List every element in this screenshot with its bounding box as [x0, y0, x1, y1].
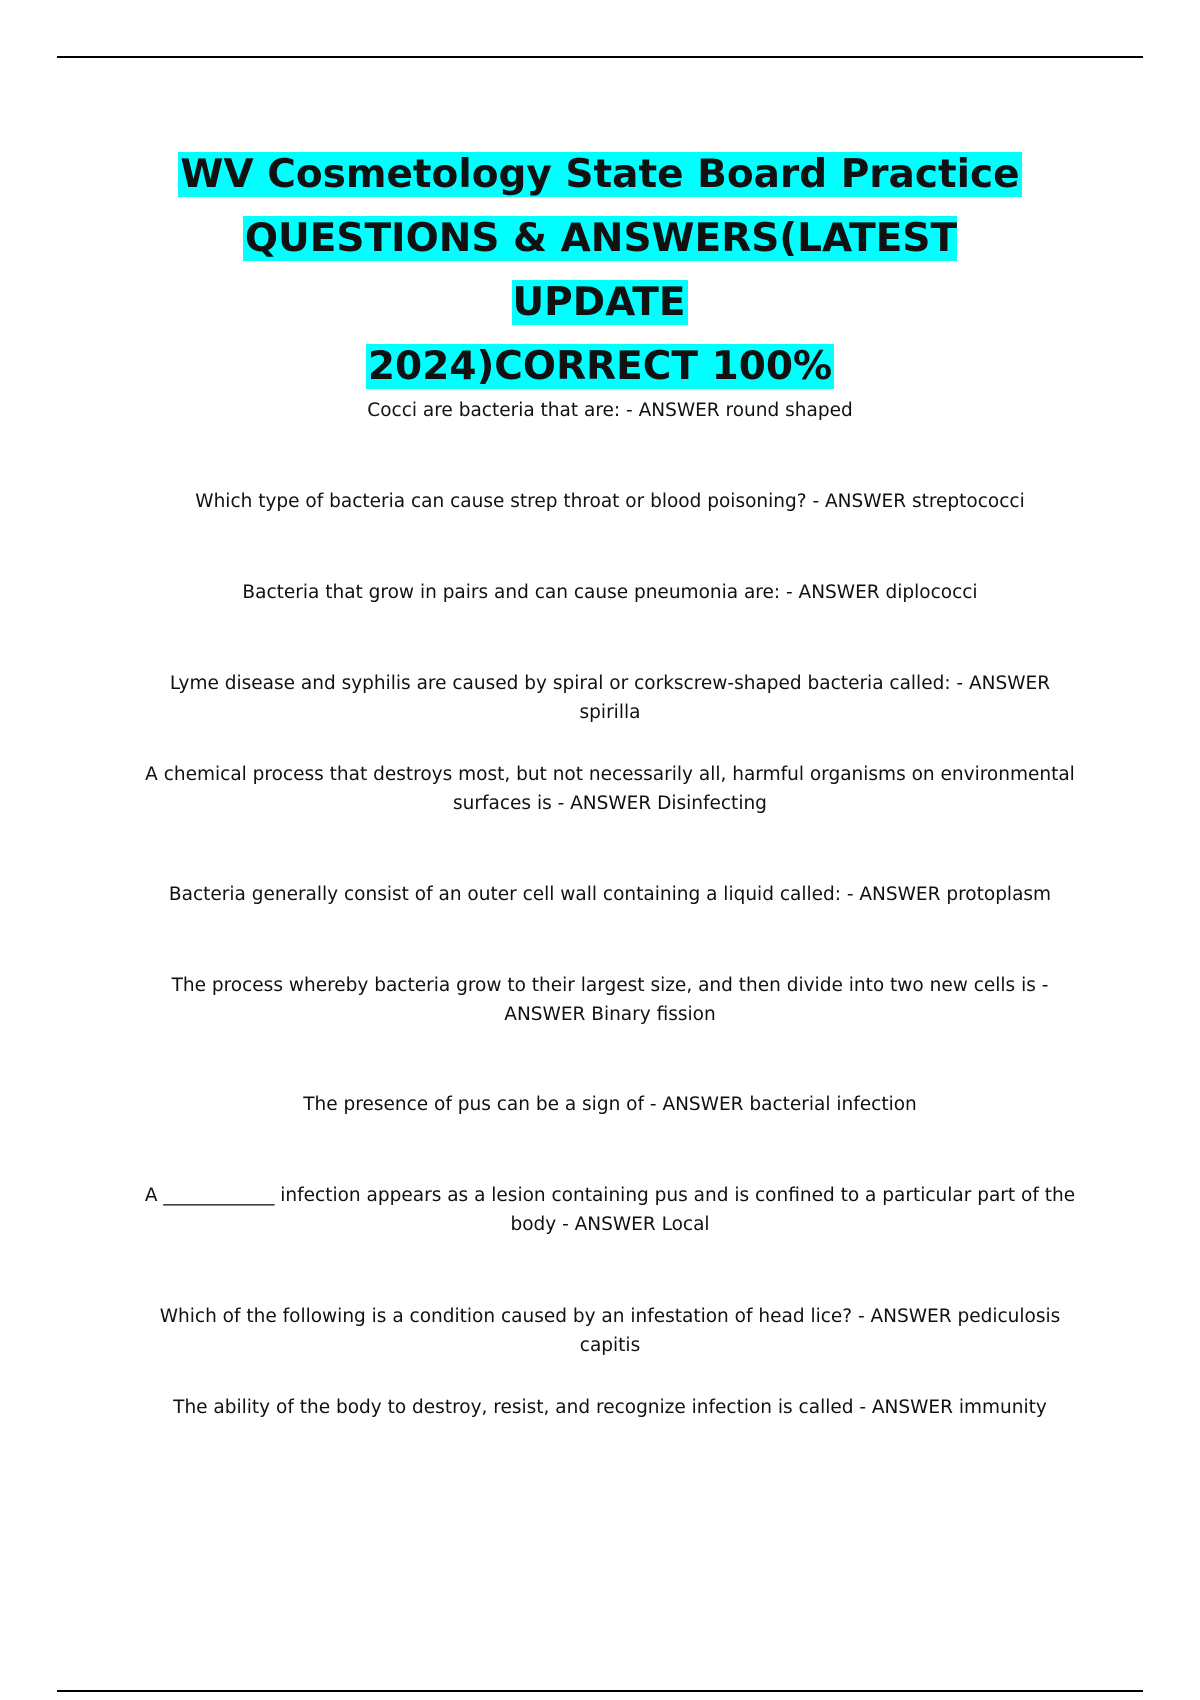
qa-item-2: Which type of bacteria can cause strep throat or blood poisoning? - ANSWER streptococci: [195, 491, 1025, 512]
bottom-rule: [57, 1690, 1143, 1692]
qa-item-6: Bacteria generally consist of an outer cell wall containing a liquid called: - ANSWER protoplasm: [168, 884, 1052, 905]
title-line-1: WV Cosmetology State Board Practice: [180, 152, 1020, 197]
qa-item-7: The process whereby bacteria grow to their largest size, and then divide into two new cells is - ANSWER Binary fission: [171, 975, 1049, 1025]
qa-item-9: A ____________ infection appears as a lesion containing pus and is confined to a particular part of the body - ANSWER Local: [144, 1185, 1076, 1235]
title-line-2: QUESTIONS & ANSWERS(LATEST UPDATE: [244, 216, 958, 325]
qa-item-10: Which of the following is a condition caused by an infestation of head lice? - ANSWER pediculosis capitis: [159, 1306, 1061, 1356]
document-title: [150, 143, 1050, 399]
top-rule: [57, 56, 1143, 58]
qa-item-1: Cocci are bacteria that are: - ANSWER round shaped: [367, 400, 853, 421]
qa-item-5: A chemical process that destroys most, but not necessarily all, harmful organisms on environmental surfaces is - ANSWER Disinfecting: [145, 764, 1075, 814]
qa-item-8: The presence of pus can be a sign of - ANSWER bacterial infection: [303, 1094, 917, 1115]
qa-item-11: The ability of the body to destroy, resist, and recognize infection is called - ANSWER immunity: [173, 1397, 1047, 1418]
qa-item-4: Lyme disease and syphilis are caused by spiral or corkscrew-shaped bacteria called: - ANSWER spirilla: [169, 673, 1051, 723]
title-line-3: 2024)CORRECT 100%: [367, 344, 833, 389]
qa-item-3: Bacteria that grow in pairs and can cause pneumonia are: - ANSWER diplococci: [242, 582, 978, 603]
